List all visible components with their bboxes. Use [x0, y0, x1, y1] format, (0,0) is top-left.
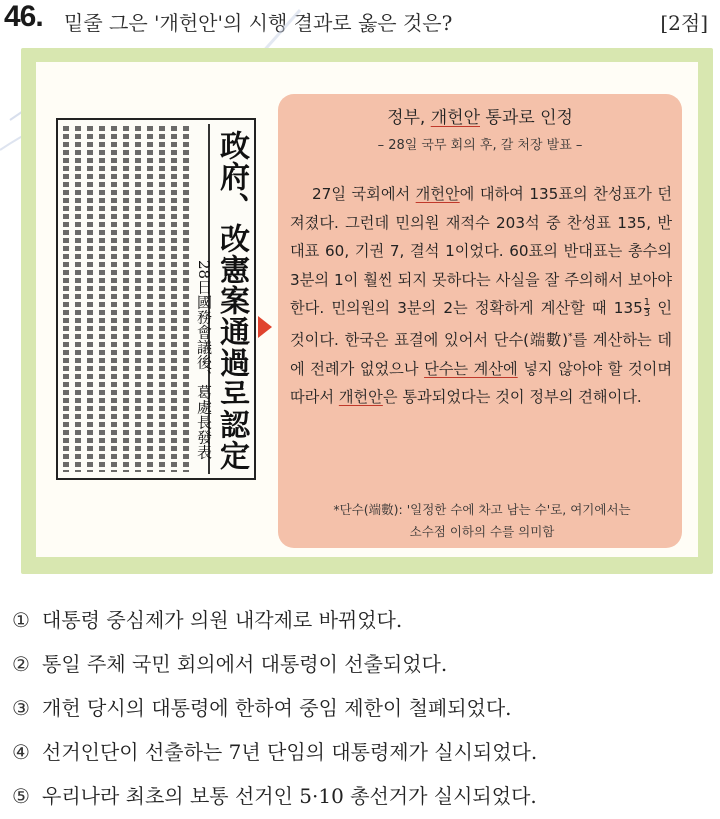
article-body: 27일 국회에서 개헌안에 대하여 135표의 찬성표가 던져졌다. 그런데 민의원 재적수 203석 중 찬성표 135, 반대표 60, 기권 7, 결석 1이었다. 60표의 반대표는 총수의 3분의 1이 훨씬 되지 못하다는 사실을 잘 주의해서 보아야 한다. 민의원의 3분의 2는 정확하게 계산할 때 135 $\frac{1}{3}$ 인 것이다. 한국은 표결에 있어서 단수(端數)*를 계산하는 데에 전례가 없었으나 단수는 계산에 넣지 않아야 할 것이며 따라서 개헌안은 통과되었다는 것이 정부의 견해이다.: [290, 185, 673, 407]
option-3[interactable]: ③ 개헌 당시의 대통령에 한하여 중임 제한이 철폐되었다.: [12, 696, 512, 720]
question-header: [0, 0, 720, 40]
option-5[interactable]: ⑤ 우리나라 최초의 보통 선거인 5·10 총선거가 실시되었다.: [12, 784, 537, 808]
question-points: [2점]: [660, 11, 708, 35]
option-1[interactable]: ① 대통령 중심제가 의원 내각제로 바뀌었다.: [12, 608, 403, 632]
article-title: 정부, 개헌안 통과로 인정: [387, 108, 573, 128]
article-subtitle: – 28일 국무 회의 후, 갈 처장 발표 –: [377, 138, 583, 153]
answer-options: [12, 598, 712, 818]
newspaper-headline: 政府、改憲案通過로認定: [214, 130, 249, 471]
option-2[interactable]: ② 통일 주체 국민 회의에서 대통령이 선출되었다.: [12, 652, 448, 676]
arrow-icon: [258, 316, 272, 338]
newspaper-clipping: [56, 118, 256, 480]
newspaper-text-columns: [63, 126, 201, 472]
question-text: 밑줄 그은 '개헌안'의 시행 결과로 옳은 것은?: [64, 11, 453, 35]
option-4[interactable]: ④ 선거인단이 선출하는 7년 단임의 대통령제가 실시되었다.: [12, 740, 538, 764]
newspaper-subheadline: 28日國務會議後、葛處長發表: [195, 260, 213, 460]
article-footnote: *단수(端數): '일정한 수에 차고 남는 수'로, 여기에서는 소수점 이하의 수를 의미함: [333, 502, 631, 539]
fraction-one-third: $\frac{1}{3}$: [643, 297, 651, 320]
question-number: 46.: [4, 0, 43, 33]
